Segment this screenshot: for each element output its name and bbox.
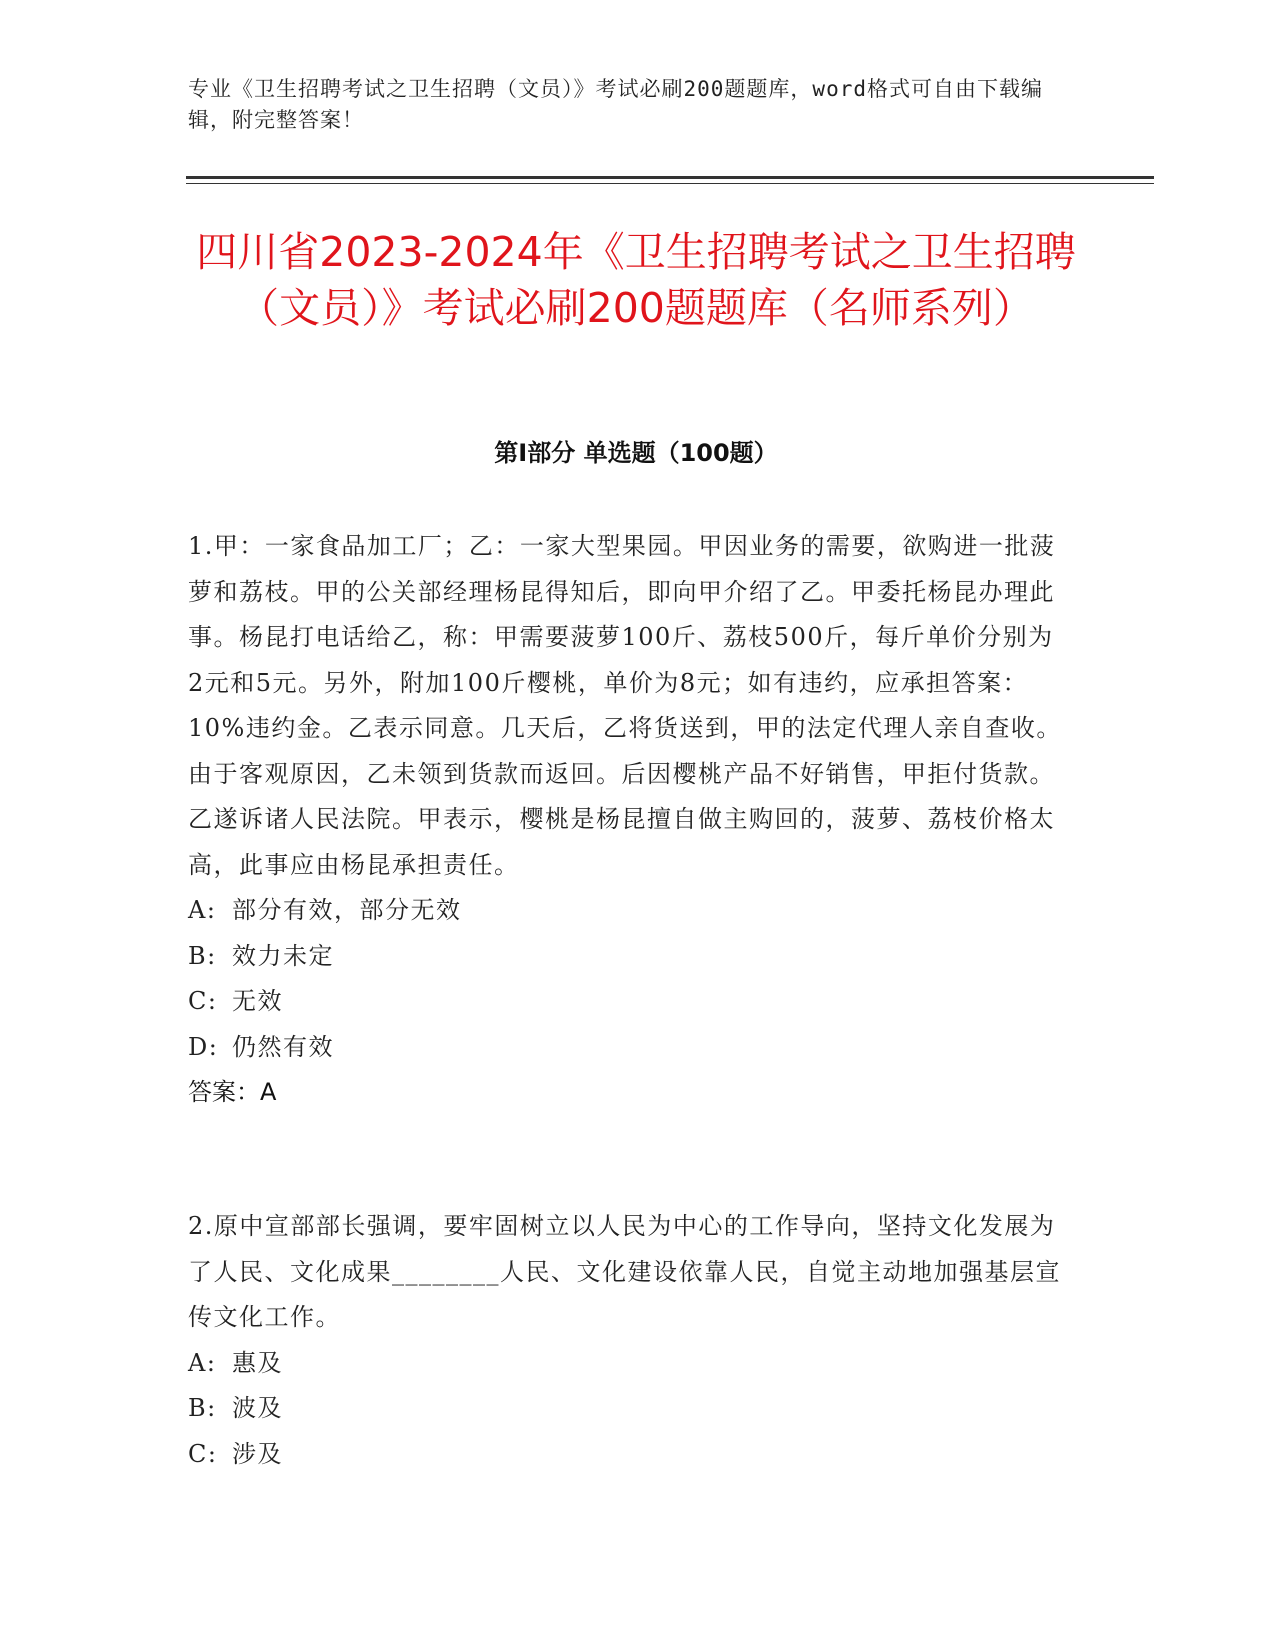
- option-c: [188, 1432, 1068, 1478]
- section-heading: 第I部分 单选题（100题）: [494, 439, 778, 467]
- option-text: 无效: [232, 987, 283, 1015]
- answer-line: 答案：A: [188, 1078, 277, 1106]
- option-text: 涉及: [232, 1439, 283, 1468]
- option-key: D:: [188, 1032, 219, 1061]
- option-key: A:: [188, 896, 217, 924]
- option-key: B:: [188, 941, 217, 970]
- header-divider-thick: [186, 176, 1154, 179]
- option-text: 波及: [232, 1394, 283, 1422]
- option-a: [188, 888, 1068, 934]
- document-title: 四川省2023-2024年《卫生招聘考试之卫生招聘（文员）》考试必刷200题题库（名师系列）: [196, 228, 1076, 332]
- question-2: [188, 1204, 1068, 1477]
- question-text: 2.原中宣部部长强调，要牢固树立以人民为中心的工作导向，坚持文化发展为了人民、文化成果________人民、文化建设依靠人民，自觉主动地加强基层宣传文化工作。: [188, 1212, 1061, 1331]
- option-key: A:: [188, 1348, 217, 1377]
- option-d: [188, 1025, 1068, 1071]
- option-b: [188, 934, 1068, 980]
- option-text: 惠及: [232, 1348, 283, 1377]
- option-b: [188, 1386, 1068, 1432]
- header-note: 专业《卫生招聘考试之卫生招聘（文员）》考试必刷200题题库，word格式可自由下载编辑，附完整答案！: [188, 77, 1043, 132]
- option-text: 效力未定: [232, 941, 334, 970]
- option-c: [188, 979, 1068, 1025]
- option-key: C:: [188, 987, 218, 1015]
- header-divider-thin: [186, 183, 1154, 184]
- option-key: B:: [188, 1394, 217, 1422]
- option-key: C:: [188, 1439, 218, 1468]
- option-text: 仍然有效: [232, 1032, 334, 1061]
- option-a: [188, 1341, 1068, 1387]
- question-text: 1.甲：一家食品加工厂；乙：一家大型果园。甲因业务的需要，欲购进一批菠萝和荔枝。甲的公关部经理杨昆得知后，即向甲介绍了乙。甲委托杨昆办理此事。杨昆打电话给乙，称：甲需要菠萝100斤、荔枝500斤，每斤单价分别为2元和5元。另外，附加100斤樱桃，单价为8元；如有违约，应承担答案：10%违约金。乙表示同意。几天后，乙将货送到，甲的法定代理人亲自查收。由于客观原因，乙未领到货款而返回。后因樱桃产品不好销售，甲拒付货款。乙遂诉诸人民法院。甲表示，樱桃是杨昆擅自做主购回的，菠萝、荔枝价格太高，此事应由杨昆承担责任。: [188, 532, 1062, 879]
- option-text: 部分有效，部分无效: [232, 896, 462, 924]
- question-1: [188, 524, 1068, 1116]
